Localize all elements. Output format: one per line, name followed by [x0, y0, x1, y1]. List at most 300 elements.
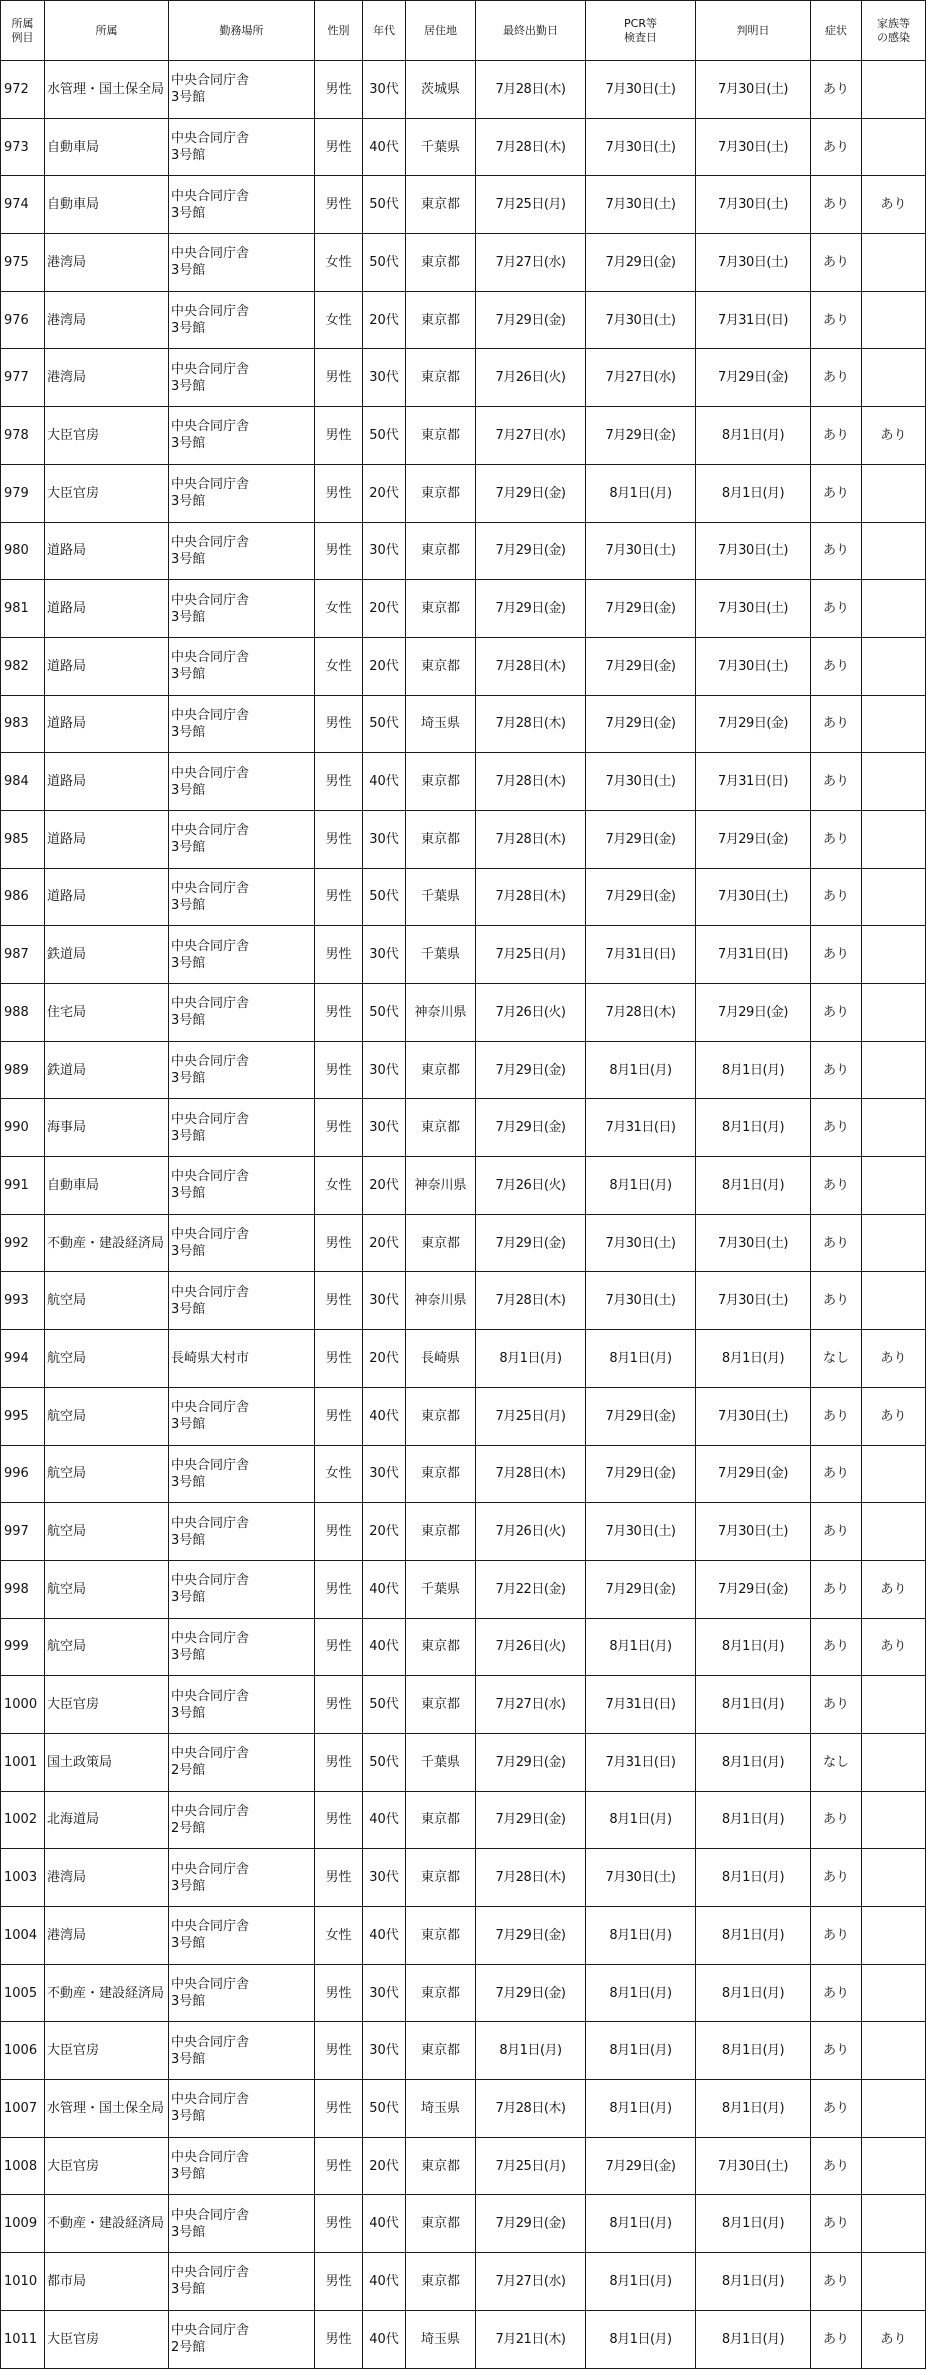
cell-symptom: あり	[811, 1272, 862, 1330]
cell-no: 977	[1, 349, 45, 407]
cell-workplace: 中央合同庁舎 3号館	[169, 1849, 315, 1907]
cell-workplace: 中央合同庁舎 3号館	[169, 61, 315, 119]
cell-dept: 大臣官房	[45, 2022, 169, 2080]
cell-pcr: 7月29日(金)	[586, 695, 696, 753]
cell-pcr: 7月30日(土)	[586, 753, 696, 811]
cell-symptom: あり	[811, 984, 862, 1042]
cell-confirmed: 8月1日(月)	[696, 1099, 811, 1157]
cell-workplace: 中央合同庁舎 3号館	[169, 984, 315, 1042]
cell-residence: 千葉県	[406, 1733, 476, 1791]
cell-family	[862, 61, 926, 119]
cell-dept: 港湾局	[45, 1907, 169, 1965]
cell-confirmed: 7月30日(土)	[696, 522, 811, 580]
header-symptom: 症状	[811, 1, 862, 61]
cell-pcr: 8月1日(月)	[586, 1964, 696, 2022]
cell-confirmed: 8月1日(月)	[696, 407, 811, 465]
cell-residence: 東京都	[406, 1849, 476, 1907]
cell-confirmed: 7月30日(土)	[696, 1387, 811, 1445]
table-row	[1, 1791, 926, 1849]
cell-pcr: 7月31日(日)	[586, 1676, 696, 1734]
cell-symptom: あり	[811, 522, 862, 580]
cell-family	[862, 464, 926, 522]
table-row	[1, 1099, 926, 1157]
cell-confirmed: 8月1日(月)	[696, 1618, 811, 1676]
cell-last-work: 7月21日(木)	[476, 2310, 586, 2368]
cell-last-work: 7月28日(木)	[476, 2080, 586, 2138]
table-row	[1, 522, 926, 580]
cell-confirmed: 8月1日(月)	[696, 1964, 811, 2022]
cell-age: 30代	[363, 810, 406, 868]
cell-symptom: あり	[811, 1849, 862, 1907]
table-row	[1, 2080, 926, 2138]
cell-family	[862, 810, 926, 868]
cell-workplace: 中央合同庁舎 3号館	[169, 1560, 315, 1618]
cell-family	[862, 637, 926, 695]
cell-age: 20代	[363, 637, 406, 695]
table-row	[1, 2022, 926, 2080]
cell-no: 999	[1, 1618, 45, 1676]
cell-dept: 自動車局	[45, 118, 169, 176]
cell-age: 20代	[363, 580, 406, 638]
cell-age: 40代	[363, 1560, 406, 1618]
cell-workplace: 中央合同庁舎 3号館	[169, 118, 315, 176]
cell-pcr: 7月29日(金)	[586, 407, 696, 465]
cell-last-work: 7月28日(木)	[476, 810, 586, 868]
cell-pcr: 8月1日(月)	[586, 1907, 696, 1965]
cell-confirmed: 8月1日(月)	[696, 2253, 811, 2311]
cell-no: 1000	[1, 1676, 45, 1734]
cell-confirmed: 8月1日(月)	[696, 1157, 811, 1215]
cell-dept: 大臣官房	[45, 2137, 169, 2195]
cell-last-work: 7月29日(金)	[476, 464, 586, 522]
cell-pcr: 7月29日(金)	[586, 1445, 696, 1503]
cell-symptom: あり	[811, 1157, 862, 1215]
cell-confirmed: 7月30日(土)	[696, 1503, 811, 1561]
cell-sex: 男性	[315, 1560, 363, 1618]
cell-family: あり	[862, 2310, 926, 2368]
cell-symptom: あり	[811, 2253, 862, 2311]
table-row	[1, 1618, 926, 1676]
cell-no: 1008	[1, 2137, 45, 2195]
cell-residence: 東京都	[406, 1214, 476, 1272]
cell-residence: 東京都	[406, 1618, 476, 1676]
cell-no: 983	[1, 695, 45, 753]
cell-residence: 東京都	[406, 2022, 476, 2080]
cell-age: 40代	[363, 1618, 406, 1676]
cell-confirmed: 8月1日(月)	[696, 2195, 811, 2253]
cell-dept: 港湾局	[45, 291, 169, 349]
cell-no: 1005	[1, 1964, 45, 2022]
cell-confirmed: 8月1日(月)	[696, 2022, 811, 2080]
cell-pcr: 8月1日(月)	[586, 2022, 696, 2080]
cell-last-work: 7月25日(月)	[476, 2137, 586, 2195]
cell-no: 996	[1, 1445, 45, 1503]
cell-age: 30代	[363, 349, 406, 407]
cell-pcr: 7月30日(土)	[586, 291, 696, 349]
table-row	[1, 1445, 926, 1503]
cell-residence: 埼玉県	[406, 2080, 476, 2138]
cell-workplace: 中央合同庁舎 3号館	[169, 695, 315, 753]
cell-symptom: あり	[811, 1041, 862, 1099]
cell-dept: 都市局	[45, 2253, 169, 2311]
cell-no: 974	[1, 176, 45, 234]
cell-last-work: 7月29日(金)	[476, 291, 586, 349]
cell-sex: 男性	[315, 407, 363, 465]
table-row	[1, 2195, 926, 2253]
cell-no: 995	[1, 1387, 45, 1445]
cell-confirmed: 8月1日(月)	[696, 1041, 811, 1099]
cell-residence: 東京都	[406, 291, 476, 349]
cell-last-work: 7月27日(水)	[476, 2253, 586, 2311]
cell-workplace: 中央合同庁舎 3号館	[169, 2080, 315, 2138]
cell-no: 979	[1, 464, 45, 522]
cell-sex: 男性	[315, 753, 363, 811]
cell-family	[862, 2253, 926, 2311]
cell-workplace: 中央合同庁舎 3号館	[169, 176, 315, 234]
cell-last-work: 7月28日(木)	[476, 753, 586, 811]
cell-residence: 茨城県	[406, 61, 476, 119]
cell-last-work: 7月27日(水)	[476, 1676, 586, 1734]
cell-last-work: 7月29日(金)	[476, 522, 586, 580]
cell-family	[862, 695, 926, 753]
cell-symptom: あり	[811, 61, 862, 119]
cell-last-work: 7月26日(火)	[476, 1157, 586, 1215]
cell-pcr: 7月29日(金)	[586, 637, 696, 695]
table-row	[1, 1157, 926, 1215]
table-row	[1, 2310, 926, 2368]
cell-confirmed: 7月30日(土)	[696, 580, 811, 638]
table-row	[1, 753, 926, 811]
cell-sex: 男性	[315, 2137, 363, 2195]
cell-sex: 男性	[315, 2080, 363, 2138]
cell-no: 998	[1, 1560, 45, 1618]
cell-confirmed: 8月1日(月)	[696, 1330, 811, 1388]
cell-residence: 東京都	[406, 753, 476, 811]
cell-pcr: 7月30日(土)	[586, 1214, 696, 1272]
cell-no: 993	[1, 1272, 45, 1330]
cell-sex: 男性	[315, 2195, 363, 2253]
cell-last-work: 7月25日(月)	[476, 176, 586, 234]
cell-dept: 大臣官房	[45, 464, 169, 522]
cell-workplace: 中央合同庁舎 3号館	[169, 1964, 315, 2022]
cell-age: 30代	[363, 926, 406, 984]
cell-family	[862, 926, 926, 984]
cell-workplace: 中央合同庁舎 3号館	[169, 407, 315, 465]
cell-sex: 男性	[315, 926, 363, 984]
cell-dept: 大臣官房	[45, 407, 169, 465]
cell-dept: 航空局	[45, 1445, 169, 1503]
cell-last-work: 7月29日(金)	[476, 1041, 586, 1099]
cell-last-work: 7月22日(金)	[476, 1560, 586, 1618]
cell-workplace: 中央合同庁舎 3号館	[169, 1157, 315, 1215]
cell-symptom: あり	[811, 2137, 862, 2195]
cell-workplace: 中央合同庁舎 3号館	[169, 1387, 315, 1445]
cell-residence: 東京都	[406, 1503, 476, 1561]
cell-sex: 女性	[315, 1445, 363, 1503]
cell-sex: 男性	[315, 1099, 363, 1157]
cell-pcr: 8月1日(月)	[586, 2195, 696, 2253]
cell-pcr: 7月29日(金)	[586, 1560, 696, 1618]
table-row	[1, 1964, 926, 2022]
table-row	[1, 61, 926, 119]
cell-residence: 千葉県	[406, 926, 476, 984]
cell-pcr: 7月30日(土)	[586, 1272, 696, 1330]
cell-sex: 男性	[315, 1272, 363, 1330]
cell-sex: 女性	[315, 234, 363, 292]
table-row	[1, 810, 926, 868]
cell-no: 1006	[1, 2022, 45, 2080]
cell-dept: 港湾局	[45, 1849, 169, 1907]
cell-sex: 男性	[315, 118, 363, 176]
cell-dept: 航空局	[45, 1272, 169, 1330]
cell-confirmed: 8月1日(月)	[696, 1907, 811, 1965]
cell-workplace: 長崎県大村市	[169, 1330, 315, 1388]
cell-pcr: 8月1日(月)	[586, 2080, 696, 2138]
cell-symptom: あり	[811, 637, 862, 695]
cell-no: 986	[1, 868, 45, 926]
cell-pcr: 7月29日(金)	[586, 234, 696, 292]
cell-age: 40代	[363, 118, 406, 176]
cell-no: 1011	[1, 2310, 45, 2368]
table-row	[1, 2137, 926, 2195]
cell-pcr: 7月30日(土)	[586, 118, 696, 176]
cell-symptom: あり	[811, 1907, 862, 1965]
cell-residence: 東京都	[406, 810, 476, 868]
cell-confirmed: 7月30日(土)	[696, 1214, 811, 1272]
cell-family	[862, 753, 926, 811]
cell-dept: 水管理・国土保全局	[45, 61, 169, 119]
cell-sex: 男性	[315, 868, 363, 926]
header-confirmed: 判明日	[696, 1, 811, 61]
cell-workplace: 中央合同庁舎 3号館	[169, 1907, 315, 1965]
table-row	[1, 580, 926, 638]
cell-workplace: 中央合同庁舎 3号館	[169, 1676, 315, 1734]
cell-residence: 東京都	[406, 637, 476, 695]
cell-sex: 男性	[315, 1733, 363, 1791]
cell-symptom: あり	[811, 1618, 862, 1676]
cell-confirmed: 7月31日(日)	[696, 291, 811, 349]
cell-symptom: あり	[811, 2195, 862, 2253]
cell-age: 40代	[363, 1387, 406, 1445]
cell-last-work: 7月27日(水)	[476, 407, 586, 465]
cell-dept: 道路局	[45, 637, 169, 695]
cell-family	[862, 1503, 926, 1561]
cell-last-work: 7月25日(月)	[476, 926, 586, 984]
cell-workplace: 中央合同庁舎 3号館	[169, 1445, 315, 1503]
cell-symptom: なし	[811, 1733, 862, 1791]
cell-last-work: 7月28日(木)	[476, 118, 586, 176]
cell-sex: 女性	[315, 1157, 363, 1215]
cell-age: 50代	[363, 984, 406, 1042]
cell-age: 30代	[363, 1849, 406, 1907]
cell-symptom: あり	[811, 464, 862, 522]
table-row	[1, 2253, 926, 2311]
cell-confirmed: 8月1日(月)	[696, 1733, 811, 1791]
table-row	[1, 1272, 926, 1330]
cell-residence: 東京都	[406, 522, 476, 580]
cell-no: 997	[1, 1503, 45, 1561]
header-sex: 性別	[315, 1, 363, 61]
cell-symptom: あり	[811, 810, 862, 868]
cell-residence: 東京都	[406, 464, 476, 522]
cell-family	[862, 1791, 926, 1849]
cell-confirmed: 7月30日(土)	[696, 234, 811, 292]
cell-age: 40代	[363, 1907, 406, 1965]
cell-workplace: 中央合同庁舎 3号館	[169, 291, 315, 349]
cell-family	[862, 1272, 926, 1330]
cell-age: 50代	[363, 234, 406, 292]
table-header	[1, 1, 926, 61]
cell-symptom: あり	[811, 2022, 862, 2080]
cell-dept: 道路局	[45, 695, 169, 753]
table-row	[1, 291, 926, 349]
cell-dept: 道路局	[45, 868, 169, 926]
cell-confirmed: 7月30日(土)	[696, 176, 811, 234]
cell-symptom: なし	[811, 1330, 862, 1388]
cell-confirmed: 7月29日(金)	[696, 349, 811, 407]
cell-residence: 東京都	[406, 2253, 476, 2311]
cell-residence: 東京都	[406, 2137, 476, 2195]
cell-workplace: 中央合同庁舎 3号館	[169, 2195, 315, 2253]
cell-dept: 大臣官房	[45, 1676, 169, 1734]
cell-age: 40代	[363, 2253, 406, 2311]
cell-dept: 鉄道局	[45, 926, 169, 984]
cell-family	[862, 1849, 926, 1907]
cell-last-work: 7月29日(金)	[476, 1964, 586, 2022]
cell-workplace: 中央合同庁舎 3号館	[169, 464, 315, 522]
cell-confirmed: 8月1日(月)	[696, 1849, 811, 1907]
cell-sex: 男性	[315, 1849, 363, 1907]
cell-sex: 男性	[315, 176, 363, 234]
cell-dept: 道路局	[45, 810, 169, 868]
cell-last-work: 7月29日(金)	[476, 1214, 586, 1272]
cell-no: 1004	[1, 1907, 45, 1965]
cell-no: 984	[1, 753, 45, 811]
cell-symptom: あり	[811, 234, 862, 292]
cell-family	[862, 2195, 926, 2253]
cell-family: あり	[862, 1618, 926, 1676]
cell-confirmed: 7月30日(土)	[696, 1272, 811, 1330]
cell-workplace: 中央合同庁舎 3号館	[169, 2137, 315, 2195]
cell-sex: 男性	[315, 1387, 363, 1445]
cell-confirmed: 7月29日(金)	[696, 1560, 811, 1618]
cell-family: あり	[862, 1330, 926, 1388]
cell-symptom: あり	[811, 1099, 862, 1157]
cell-symptom: あり	[811, 1445, 862, 1503]
cell-confirmed: 8月1日(月)	[696, 2310, 811, 2368]
cell-no: 1003	[1, 1849, 45, 1907]
table-row	[1, 464, 926, 522]
cell-residence: 千葉県	[406, 868, 476, 926]
cell-pcr: 7月30日(土)	[586, 176, 696, 234]
cell-age: 20代	[363, 1214, 406, 1272]
table-row	[1, 868, 926, 926]
cell-sex: 男性	[315, 984, 363, 1042]
cell-last-work: 7月28日(木)	[476, 1445, 586, 1503]
cell-residence: 長崎県	[406, 1330, 476, 1388]
cell-confirmed: 7月29日(金)	[696, 984, 811, 1042]
cell-pcr: 7月29日(金)	[586, 2137, 696, 2195]
cell-residence: 埼玉県	[406, 695, 476, 753]
cell-last-work: 7月28日(木)	[476, 1849, 586, 1907]
cell-sex: 女性	[315, 580, 363, 638]
cell-dept: 道路局	[45, 522, 169, 580]
cell-no: 978	[1, 407, 45, 465]
cell-age: 50代	[363, 1676, 406, 1734]
cell-age: 30代	[363, 1445, 406, 1503]
cell-last-work: 8月1日(月)	[476, 1330, 586, 1388]
cell-family	[862, 984, 926, 1042]
cell-symptom: あり	[811, 118, 862, 176]
table-row	[1, 349, 926, 407]
cell-dept: 海事局	[45, 1099, 169, 1157]
table-row	[1, 176, 926, 234]
table-row	[1, 1733, 926, 1791]
cell-sex: 男性	[315, 1964, 363, 2022]
cell-family	[862, 1907, 926, 1965]
cell-residence: 東京都	[406, 1445, 476, 1503]
cell-symptom: あり	[811, 1676, 862, 1734]
cell-dept: 大臣官房	[45, 2310, 169, 2368]
cell-pcr: 7月30日(土)	[586, 522, 696, 580]
table-row	[1, 118, 926, 176]
cell-family	[862, 522, 926, 580]
cell-last-work: 7月28日(木)	[476, 637, 586, 695]
table-row	[1, 1214, 926, 1272]
cell-pcr: 7月31日(日)	[586, 926, 696, 984]
cell-last-work: 7月26日(火)	[476, 1618, 586, 1676]
cell-pcr: 7月28日(木)	[586, 984, 696, 1042]
cell-sex: 男性	[315, 2253, 363, 2311]
cell-sex: 男性	[315, 1503, 363, 1561]
cell-symptom: あり	[811, 2080, 862, 2138]
cell-no: 1007	[1, 2080, 45, 2138]
cell-no: 973	[1, 118, 45, 176]
header-row	[1, 1, 926, 61]
cell-symptom: あり	[811, 868, 862, 926]
cell-residence: 千葉県	[406, 118, 476, 176]
cell-residence: 東京都	[406, 1676, 476, 1734]
cell-no: 989	[1, 1041, 45, 1099]
cell-sex: 男性	[315, 1330, 363, 1388]
cell-family	[862, 349, 926, 407]
cell-no: 1010	[1, 2253, 45, 2311]
cell-workplace: 中央合同庁舎 3号館	[169, 1041, 315, 1099]
cell-last-work: 7月29日(金)	[476, 1907, 586, 1965]
cell-family	[862, 1099, 926, 1157]
cell-workplace: 中央合同庁舎 2号館	[169, 2310, 315, 2368]
cell-confirmed: 7月29日(金)	[696, 695, 811, 753]
cell-family: あり	[862, 407, 926, 465]
table-row	[1, 1560, 926, 1618]
cell-no: 990	[1, 1099, 45, 1157]
cell-family	[862, 2080, 926, 2138]
cell-dept: 北海道局	[45, 1791, 169, 1849]
cell-pcr: 7月31日(日)	[586, 1733, 696, 1791]
cell-no: 985	[1, 810, 45, 868]
cell-workplace: 中央合同庁舎 3号館	[169, 1214, 315, 1272]
cell-age: 40代	[363, 2195, 406, 2253]
cell-dept: 住宅局	[45, 984, 169, 1042]
cell-confirmed: 7月30日(土)	[696, 2137, 811, 2195]
cell-symptom: あり	[811, 695, 862, 753]
cell-no: 1009	[1, 2195, 45, 2253]
table-row	[1, 1330, 926, 1388]
cell-last-work: 7月28日(木)	[476, 868, 586, 926]
cell-workplace: 中央合同庁舎 3号館	[169, 2253, 315, 2311]
cell-family: あり	[862, 1560, 926, 1618]
cell-symptom: あり	[811, 407, 862, 465]
